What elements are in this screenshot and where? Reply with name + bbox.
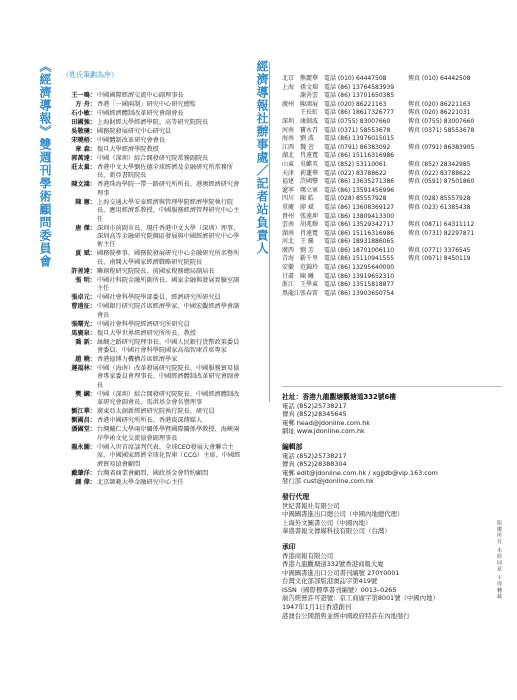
office-row [282, 290, 507, 299]
office-fax: 傳真 (852) 28342985 [408, 160, 471, 168]
office-fax: 傳真 (0871) 64311112 [408, 221, 475, 229]
member-row [62, 128, 242, 136]
office-list [282, 75, 507, 298]
editorial-line: 電話 (852)25738217 [282, 451, 347, 460]
office-phone: 電話 (010) 64447508 [324, 75, 387, 82]
member-role: 中國社科院金融所副所長、國家金融與發展實驗室副主任 [97, 276, 240, 293]
office-city: 雲南 [282, 221, 295, 229]
member-row [62, 330, 242, 338]
member-row [62, 294, 242, 302]
office-row [282, 213, 507, 222]
printing-line: 台灣文化部部版港澳誌字第419號 [282, 577, 378, 586]
member-name: 喬 新： [75, 338, 96, 346]
office-phone: 電話 (86) 18701006110 [324, 246, 395, 254]
editorial-line: 電郵 edit@jdonline.com.hk / xgjjdb@vip.163.com [282, 468, 438, 477]
office-city: 湖南 [282, 229, 295, 237]
office-city: 山東 [282, 160, 295, 168]
office-fax: 傳真 (023) 61385438 [408, 203, 471, 211]
office-city [282, 92, 300, 101]
office-phone: 電話 (86) 13764583939 [324, 83, 395, 91]
office-contact: 廖 斌 [300, 203, 314, 211]
office-contact: 鄭立軍 [300, 186, 319, 194]
office-city: 江西 [282, 143, 295, 151]
member-role: 香港珠海學院一帶一路研究所所長、港澳經濟研究會理事 [97, 181, 240, 197]
member-name: 陳文鴻： [71, 181, 96, 189]
member-row [62, 408, 242, 416]
office-city: 湖北 [282, 152, 295, 160]
office-fax [408, 281, 507, 290]
member-role: 中國（深圳）綜合開發研究院常務副院長 [97, 155, 209, 162]
office-contact: 孫文瑞 [300, 83, 319, 91]
member-name: 張卓元： [71, 294, 96, 302]
member-row [62, 365, 242, 390]
member-name: 郭萬達： [71, 155, 96, 162]
member-row [62, 303, 242, 320]
member-row [62, 110, 242, 118]
distribution-line: 上海外文圖書公司（中國內地） [282, 518, 372, 527]
member-name: 莊太量： [71, 164, 96, 171]
editorial-line: 傳真 (852)28388304 [282, 460, 347, 469]
member-role: 中國體制改革研究會會長 [97, 137, 166, 144]
office-contact: 王長虹 [300, 109, 319, 117]
hq-line: 傳真 (852)28345645 [282, 410, 347, 419]
office-fax [408, 92, 507, 101]
member-row [62, 164, 242, 181]
office-city: 遼寧 [282, 186, 295, 194]
distribution-line: 世紀書報社有限公司 [282, 501, 340, 510]
office-row [282, 195, 507, 204]
member-role: 上海交通大學安泰經濟與管理學院經濟學院執行院長、應用經濟系教授、中國服務經濟管理研究中心主任 [97, 198, 240, 223]
hq-line: 電話 (852)25738217 [282, 401, 347, 410]
column-divider [269, 62, 270, 402]
copyright-notice: 版權所有 未經同意 不得轉載 [496, 520, 502, 600]
office-phone: 電話 (86) 13295640000 [324, 264, 395, 272]
office-row [282, 273, 507, 282]
office-phone: 電話 (0755) 83007660 [324, 117, 391, 125]
office-phone: 電話 (028) 85557928 [324, 195, 387, 203]
office-row [282, 178, 507, 187]
office-fax: 傳真 (020) 86221031 [408, 109, 471, 117]
member-role: 香港億博力機構首席經濟學家 [97, 356, 178, 364]
member-role: 香港「一國兩制」研究中心研究總監 [97, 101, 196, 108]
member-name: 樊 綱： [75, 390, 96, 398]
office-row [282, 264, 507, 273]
office-contact: 寶永召 [300, 126, 319, 134]
office-fax: 傳真 (010) 64442508 [408, 75, 471, 82]
office-city: 福建 [282, 178, 295, 186]
member-row [62, 417, 242, 425]
printing-line: ISSN（國際標準書刊編號）0013–0265 [282, 585, 397, 594]
member-row [62, 181, 242, 198]
office-city: 上海 [282, 83, 295, 91]
office-fax [408, 273, 507, 282]
office-phone: 電話 (86) 13976015015 [324, 135, 395, 143]
office-contact: 許國豐 [300, 178, 319, 186]
office-phone: 電話 (0791) 86383092 [324, 143, 391, 151]
office-fax [408, 213, 507, 222]
office-fax [408, 290, 507, 299]
member-role: 中國入世首席談判代表、全球CEO發展大會聯合主席、中國國家經濟全球化智庫（CCG）主席、中國經濟貿易協會顧問 [97, 443, 241, 468]
office-city: 天津 [282, 169, 295, 177]
hq-line: 網址 www.jdonline.com.hk [282, 427, 365, 436]
office-contact: 吳麒英 [300, 160, 319, 168]
member-name: 潘國堂： [71, 426, 96, 434]
printing-section [282, 543, 502, 620]
member-role: 國務院參事、國務院發展研究中心金融研究所名譽所長、南開大學國家經濟戰略研究院院長 [97, 250, 240, 266]
office-row [282, 118, 507, 127]
member-role: 中國銀行研究院首席經濟學家、中國宏觀經濟學會副會長 [97, 303, 240, 319]
member-row [62, 268, 242, 276]
office-row [282, 152, 507, 161]
office-row [282, 230, 507, 239]
office-city: 黑龍江 [282, 289, 301, 297]
office-city: 海南 [282, 135, 295, 143]
member-row [62, 101, 242, 109]
member-row [62, 119, 242, 127]
office-contact: 靳千里 [300, 255, 319, 263]
member-name: 夏 斌： [75, 250, 96, 258]
member-list [62, 92, 242, 488]
office-contact: 陳 皓 [300, 195, 314, 203]
office-contact: 魏 萱 [300, 143, 314, 151]
member-name: 馬廣泉： [71, 329, 96, 337]
member-role: 深圳市前副市長、現任香港中文大學（深圳）理事、深圳高等金融研究院灣區發展與中國經濟研究中心學術主任 [97, 224, 240, 249]
member-role: 香港中文大學劉佐德全球經濟及金融研究所常務所長、新亞書院院長 [97, 164, 234, 180]
office-row [282, 84, 507, 93]
office-fax: 傳真 (0771) 3376545 [408, 246, 471, 254]
office-contact: 張春雷 [300, 289, 319, 297]
office-fax: 傳真 (0971) 8450119 [408, 255, 471, 263]
office-city: 河南 [282, 126, 295, 134]
hq-line: 電郵 head@jdonline.com.hk [282, 418, 370, 427]
member-row [62, 146, 242, 154]
member-name: 張曙光： [71, 320, 96, 328]
member-name: 劉國昌： [71, 417, 96, 425]
member-role: 絲綢之路研究院理事長、中國人民銀行貨幣政策委員會委員、中國社會科學院國家高端智庫首席專家 [97, 338, 240, 355]
member-row [62, 339, 242, 356]
office-phone: 電話 (86) 15116316986 [324, 229, 395, 237]
member-row [62, 321, 242, 329]
office-contact: 謝善雲 [300, 92, 319, 100]
office-city: 甘肅 [282, 272, 295, 280]
office-phone: 電話 (86) 13635271386 [324, 178, 395, 186]
printing-line: 香港九龍觀塘道332號香港商報大廈 [282, 560, 384, 569]
office-phone: 電話 (86) 15110941555 [324, 255, 395, 263]
office-contact: 范錦玲 [300, 264, 319, 272]
office-row [282, 187, 507, 196]
member-name: 鍾 偉： [75, 478, 96, 486]
distribution-heading: 發行代理 [282, 492, 310, 501]
advisory-committee-title: 《經濟導報》雙週刊學術顧問委員會 [38, 60, 52, 268]
office-row [282, 92, 507, 101]
office-fax: 傳真 (028) 85557928 [408, 195, 471, 203]
member-role: 聯創稅研究院院長、前國家稅務總局副局長 [97, 267, 215, 275]
office-row [282, 127, 507, 136]
printing-line: 港澳台公開銷售並經中國政府特許在內地發行 [282, 611, 410, 620]
office-contact: 胡兆輝 [300, 221, 319, 229]
printing-line: 廣告經營許可證號：京工商廣字第8001號（中國內地） [282, 594, 439, 603]
member-name: 許善達： [71, 267, 96, 275]
office-city: 安徽 [282, 264, 295, 272]
office-fax: 傳真 (0755) 83007660 [408, 117, 475, 125]
office-row [282, 221, 507, 230]
printing-line: 中國圖書進出口公司書刊編號 270Y0001 [282, 568, 400, 577]
member-name: 陳 憲： [75, 198, 96, 206]
member-role: 中國（海南）改革發展研究院院長、中國服務貿易協會專家委員會理事長、中國經濟體制改革研究會副會長 [97, 365, 240, 389]
member-role: 國務院發展研究中心研究員 [97, 128, 172, 135]
office-contact: 王 騰 [300, 238, 314, 246]
member-row [62, 470, 242, 478]
office-city [282, 109, 300, 118]
member-row [62, 426, 242, 443]
office-fax [408, 238, 507, 247]
member-name: 遲福林： [71, 365, 96, 373]
member-row [62, 391, 242, 408]
member-name: 曹遠征： [71, 303, 96, 311]
member-role: 復旦大學世界經濟研究所所長、教授 [97, 329, 196, 337]
office-phone: 電話 (86) 13919652310 [324, 272, 395, 280]
office-fax: 傳真 (0371) 58553678 [408, 126, 475, 134]
office-row [282, 75, 507, 84]
member-role: 台灣省商業會顧問、國政基金會特約顧問 [97, 469, 209, 477]
office-phone: 電話 (86) 18931886065 [324, 238, 395, 246]
office-row [282, 109, 507, 118]
sort-note: （姓氏筆劃為序） [62, 71, 118, 79]
member-role: 中國社會科學院經濟研究所研究員 [97, 320, 190, 328]
member-role: 復旦大學經濟學院教授 [97, 146, 159, 153]
member-name: 田國強： [71, 119, 96, 126]
distribution-line: 華盛書報文傳媒科技有限公司（台灣） [282, 527, 391, 536]
distribution-line: 中國圖書進出口總公司（中國內地總代理） [282, 510, 404, 519]
office-row [282, 281, 507, 290]
publisher-contact [282, 393, 502, 627]
editorial-line: 發行部 cust@jdonline.com.hk [282, 477, 374, 486]
member-name: 方 舟： [75, 101, 96, 108]
office-city: 廣西 [282, 246, 295, 254]
distribution-section [282, 493, 502, 536]
office-phone: 電話 (86) 13809413300 [324, 212, 395, 220]
office-row [282, 170, 507, 179]
printing-line: 1947年1月1日香港創刊 [282, 603, 352, 612]
office-fax: 傳真 (0591) 87501860 [408, 178, 475, 186]
office-city: 廣州 [282, 100, 295, 108]
member-role: 香港中國研究所所長、香港資深傳媒人 [97, 417, 203, 425]
office-phone: 電話 (86) 13701650385 [324, 92, 395, 100]
member-role: 上海財經大學經濟學院、高等研究院院長 [97, 119, 209, 126]
member-name: 唐 傑： [75, 224, 96, 232]
member-name: 石小敏： [71, 110, 96, 117]
member-role: 台灣輔仁大學兩岸關係學暨國際關係學教授、海峽兩岸學術文化交流協會副理事長 [97, 426, 240, 442]
office-phone: 電話 (86) 15116316986 [324, 152, 395, 160]
office-city: 貴州 [282, 212, 295, 220]
office-city: 四川 [282, 195, 295, 203]
office-contact: 陳鴻展 [300, 100, 319, 108]
office-fax: 傳真 (022) 83788622 [408, 169, 471, 177]
office-city: 重慶 [282, 203, 295, 211]
hq-section [282, 393, 502, 436]
hq-address: 社址：香港九龍觀塘觀塘道332號6樓 [282, 393, 397, 401]
office-city: 河北 [282, 238, 295, 246]
editorial-section [282, 443, 502, 486]
member-row [62, 137, 242, 145]
office-fax: 傳真 (0791) 86383905 [408, 143, 475, 151]
offices-title: 經濟導報社辦事處／記者站負責人 [255, 60, 269, 255]
member-name: 龍永圖： [71, 443, 96, 451]
office-contact: 肖遠寬 [300, 152, 319, 160]
office-fax [408, 84, 507, 93]
office-contact: 康劍波 [300, 117, 319, 125]
office-phone: 電話 (022) 83788622 [324, 169, 387, 177]
member-row [62, 479, 242, 487]
member-name: 趙 曉： [75, 356, 96, 364]
member-name: 宋曉梧： [71, 137, 96, 144]
office-city: 青海 [282, 255, 295, 263]
member-row [62, 250, 242, 267]
office-fax [408, 152, 507, 161]
member-role: 中國社會科學院學部委員、經濟研究所研究員 [97, 294, 221, 302]
office-contact: 王學東 [300, 281, 319, 289]
office-phone: 電話 (86) 18617326777 [324, 109, 395, 117]
member-name: 王一鳴： [71, 92, 96, 99]
member-name: 張 明： [75, 276, 96, 284]
office-row [282, 238, 507, 247]
office-phone: 電話 (86) 13608369127 [324, 203, 395, 211]
member-name: 劉江華： [71, 408, 96, 416]
office-contact: 劉 波 [300, 135, 314, 143]
office-phone: 電話 (86) 13591456996 [324, 186, 395, 194]
office-phone: 電話 (852) 53110061 [324, 160, 387, 168]
office-contact: 莉蓮華 [300, 169, 319, 177]
office-contact: 張遠坤 [300, 212, 319, 220]
office-contact: 劉 芳 [300, 246, 314, 254]
member-role: 中國國際經濟交流中心副理事長 [97, 92, 184, 99]
editorial-heading: 編輯部 [282, 442, 303, 451]
office-contact: 肖遠寬 [300, 229, 319, 237]
member-row [62, 225, 242, 250]
member-row [62, 444, 242, 469]
member-row [62, 155, 242, 163]
office-phone: 電話 (86) 13529342717 [324, 221, 395, 229]
section-divider [282, 386, 502, 387]
member-row [62, 356, 242, 364]
office-city: 北京 [282, 75, 295, 82]
office-row [282, 255, 507, 264]
office-fax [408, 135, 507, 144]
office-row [282, 204, 507, 213]
member-name: 章 森： [75, 146, 96, 153]
member-role: 廣東亞太創新經濟研究院執行院長、研究員 [97, 408, 215, 416]
member-row [62, 277, 242, 294]
member-name: 吳敬璉： [71, 128, 96, 135]
member-role: 北京師範大學金融研究中心主任 [97, 478, 184, 486]
office-fax: 傳真 (0731) 82297871 [408, 229, 475, 237]
member-row [62, 92, 242, 100]
office-row [282, 135, 507, 144]
office-row [282, 161, 507, 170]
office-phone: 電話 (86) 13903650754 [324, 289, 395, 297]
office-fax [408, 264, 507, 273]
office-contact: 熊麗華 [300, 75, 319, 82]
member-name: 戴肇洋： [71, 469, 96, 477]
member-row [62, 199, 242, 224]
printing-line: 香港商報有限公司 [282, 551, 334, 560]
office-fax: 傳真 (020) 86221163 [408, 100, 471, 108]
office-city: 深圳 [282, 117, 295, 125]
printing-heading: 承印 [282, 542, 296, 551]
office-city: 浙江 [282, 281, 295, 289]
office-contact: 陳 曦 [300, 272, 314, 280]
office-phone: 電話 (020) 86221163 [324, 100, 387, 108]
member-role: 中國（深圳）綜合開發研究院院長、中國經濟體制改革研究會副會長、馬洪基金會名譽理事 [97, 390, 240, 407]
member-role: 中國經濟體制改革研究會副會長 [97, 110, 184, 117]
office-phone: 電話 (0371) 58553678 [324, 126, 391, 134]
office-phone: 電話 (86) 13515818877 [324, 281, 395, 289]
